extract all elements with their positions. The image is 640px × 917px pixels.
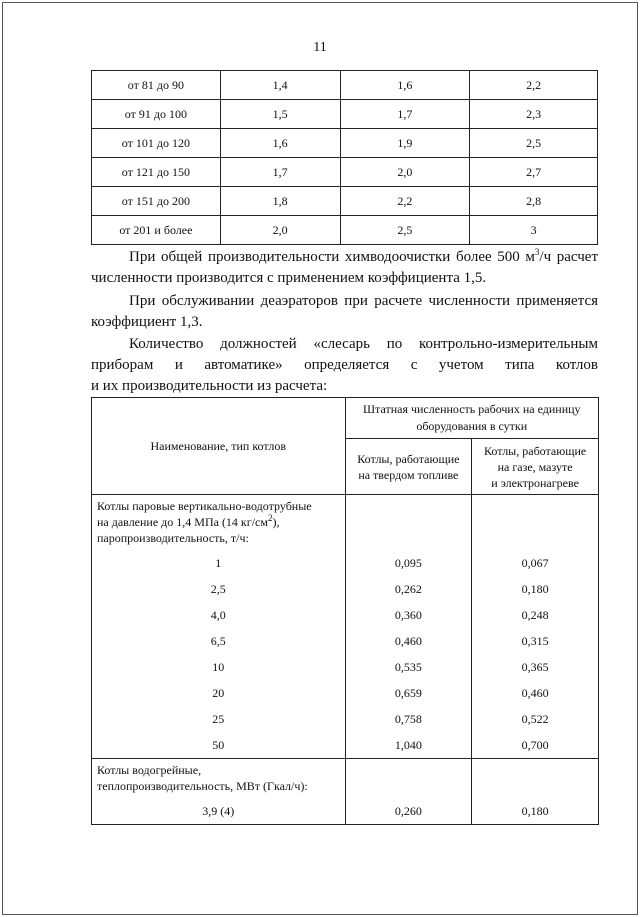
section-steam-boilers: Котлы паровые вертикально-водотрубные на давление до 1,4 МПа (14 $кг/см^2$), паропроизводительность, т/ч: <box>92 495 346 551</box>
staffing-cell: 0,260 <box>345 799 472 825</box>
staffing-cell: 0,315 <box>472 629 599 655</box>
table-row <box>92 681 599 707</box>
paragraph-line: и их производительности из расчета: <box>91 378 328 394</box>
capacity-cell: 10 <box>92 655 346 681</box>
header-gas-oil-electric: Котлы, работающие на газе, мазуте и электронагреве <box>472 439 599 495</box>
table-row <box>92 100 598 129</box>
table-cell: 3 <box>470 216 598 245</box>
paragraph-line: приборам и автоматике» определяется с учетом типа котлов <box>91 357 598 373</box>
table-cell: 1,9 <box>340 129 470 158</box>
paragraph-instrument-fitters <box>91 334 598 397</box>
staffing-cell: 0,180 <box>472 799 599 825</box>
table-cell: от 201 и более <box>92 216 221 245</box>
table-row <box>92 733 599 759</box>
table-row <box>92 707 599 733</box>
capacity-cell: 25 <box>92 707 346 733</box>
capacity-cell: 20 <box>92 681 346 707</box>
table-row <box>92 71 598 100</box>
capacity-cell: 6,5 <box>92 629 346 655</box>
table-cell: 2,0 <box>220 216 340 245</box>
table-cell: 2,7 <box>470 158 598 187</box>
staffing-cell: 0,262 <box>345 577 472 603</box>
paragraph-line: При общей производительности химводоочистки более 500 $м^3/ч$ расчет <box>129 247 599 265</box>
table-row <box>92 129 598 158</box>
table-cell: 1,7 <box>340 100 470 129</box>
paragraph-line: Количество должностей «слесарь по контрольно-измерительным <box>129 336 598 352</box>
table-cell: 1,5 <box>220 100 340 129</box>
table-cell: 2,2 <box>340 187 470 216</box>
table-cell: от 121 до 150 <box>92 158 221 187</box>
capacity-cell: 1 <box>92 551 346 577</box>
staffing-cell: 0,758 <box>345 707 472 733</box>
table-row <box>92 577 599 603</box>
staffing-cell: 0,067 <box>472 551 599 577</box>
staffing-cell: 0,460 <box>345 629 472 655</box>
staffing-cell: 0,535 <box>345 655 472 681</box>
table-cell: 1,8 <box>220 187 340 216</box>
staffing-cell: 0,365 <box>472 655 599 681</box>
table-row <box>92 655 599 681</box>
staffing-cell: 0,460 <box>472 681 599 707</box>
table-row <box>92 187 598 216</box>
capacity-cell: 2,5 <box>92 577 346 603</box>
staffing-cell: 0,522 <box>472 707 599 733</box>
header-staffing-group: Штатная численность рабочих на единицу оборудования в сутки <box>345 398 599 439</box>
staffing-cell: 0,180 <box>472 577 599 603</box>
table-cell: от 151 до 200 <box>92 187 221 216</box>
capacity-cell: 50 <box>92 733 346 759</box>
header-name-type: Наименование, тип котлов <box>92 398 346 495</box>
page-number: 11 <box>313 40 327 55</box>
capacity-cell: 4,0 <box>92 603 346 629</box>
table-cell: 1,6 <box>340 71 470 100</box>
table-cell: 2,5 <box>470 129 598 158</box>
section-hot-water-boilers-row <box>92 759 599 799</box>
table-row <box>92 551 599 577</box>
header-solid-fuel: Котлы, работающие на твердом топливе <box>345 439 472 495</box>
table-cell: 2,2 <box>470 71 598 100</box>
table-cell: 2,0 <box>340 158 470 187</box>
table-cell: 2,8 <box>470 187 598 216</box>
paragraph-line: численности производится с применением коэффициента 1,5. <box>91 270 487 286</box>
table-cell: 1,7 <box>220 158 340 187</box>
table-row <box>92 629 599 655</box>
coefficient-table-continuation <box>91 70 598 245</box>
staffing-cell: 0,659 <box>345 681 472 707</box>
capacity-cell: 3,9 (4) <box>92 799 346 825</box>
table-row <box>92 603 599 629</box>
boiler-staffing-table <box>91 397 599 825</box>
section-steam-boilers-row <box>92 495 599 551</box>
table-row <box>92 158 598 187</box>
table-cell: 2,3 <box>470 100 598 129</box>
table-cell: от 91 до 100 <box>92 100 221 129</box>
staffing-cell: 0,095 <box>345 551 472 577</box>
staffing-cell: 1,040 <box>345 733 472 759</box>
table-cell: от 101 до 120 <box>92 129 221 158</box>
staffing-cell: 0,360 <box>345 603 472 629</box>
table-header-row <box>92 398 599 439</box>
table-cell: 1,6 <box>220 129 340 158</box>
staffing-cell: 0,248 <box>472 603 599 629</box>
staffing-cell: 0,700 <box>472 733 599 759</box>
table-cell: 2,5 <box>340 216 470 245</box>
section-hot-water-boilers: Котлы водогрейные, теплопроизводительность, МВт (Гкал/ч): <box>92 759 346 799</box>
table-cell: от 81 до 90 <box>92 71 221 100</box>
table-row <box>92 799 599 825</box>
paragraph-line: коэффициент 1,3. <box>91 314 203 330</box>
table-row <box>92 216 598 245</box>
paragraph-water-treatment <box>91 247 598 289</box>
paragraph-line: При обслуживании деаэраторов при расчете численности применяется <box>129 293 598 309</box>
paragraph-deaerators <box>91 291 598 333</box>
table-cell: 1,4 <box>220 71 340 100</box>
